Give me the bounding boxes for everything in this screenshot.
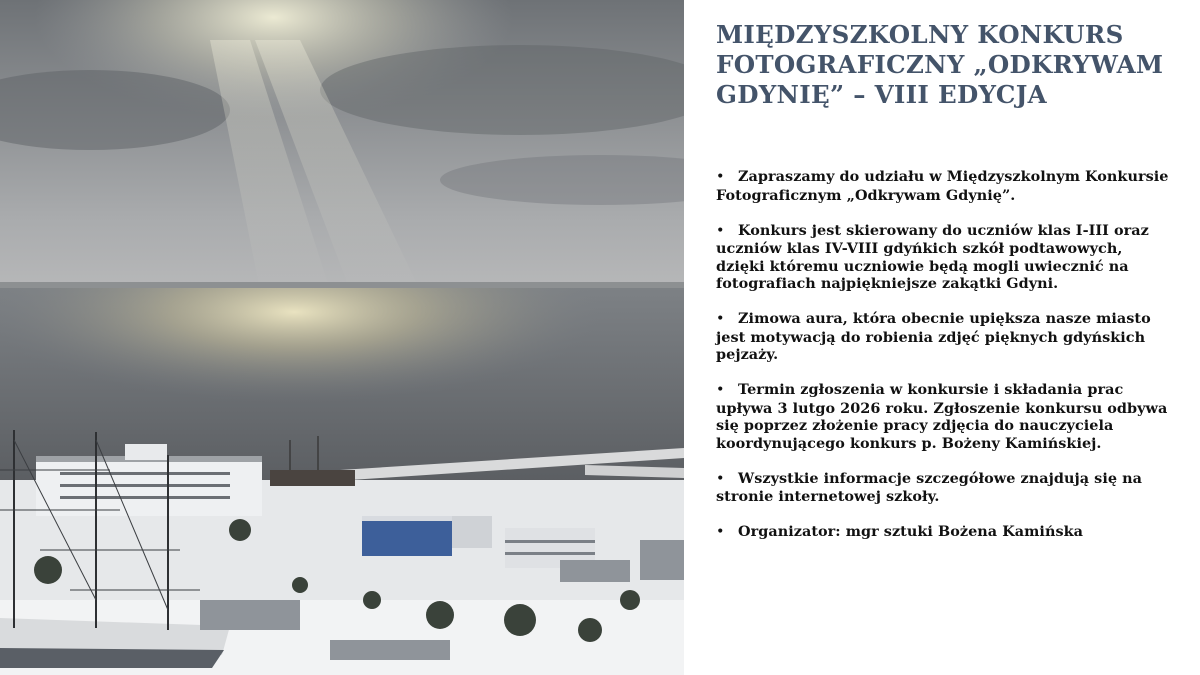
bullet-text: Zapraszamy do udziału w Międzyszkolnym Konkursie Fotograficznym „Odkrywam Gdynię”. [716,168,1169,204]
text-panel [716,20,1176,559]
bullet-icon: • [716,311,725,327]
bullet-text: Konkurs jest skierowany do uczniów klas I-III oraz uczniów klas IV-VIII gdyńkich szkół podtawowych, dzięki któremu uczniowie będą mogli uwiecznić na fotografiach najpiękniejsze zakątki Gdyni. [716,221,1149,292]
bullet-text: Organizator: mgr sztuki Bożena Kamińska [738,523,1084,540]
bullet-text: Termin zgłoszenia w konkursie i składania prac upływa 3 lutgo 2026 roku. Zgłoszenie konkursu odbywa się poprzez złożenie pracy zdjęcia do nauczyciela koordynującego konkurs p. Bożeny Kamińskiej. [716,381,1168,452]
bullet-icon: • [716,470,725,487]
list-item [716,168,1176,204]
list-item [716,470,1176,506]
bullet-icon: • [716,222,725,239]
bullet-text: Wszystkie informacje szczegółowe znajdują się na stronie internetowej szkoły. [716,469,1143,505]
bullet-list [716,168,1176,542]
list-item [716,222,1176,293]
list-item [716,310,1176,364]
bullet-text: Zimowa aura, która obecnie upiększa nasze miasto jest motywacją do robienia zdjęć pięknych gdyńskich pejzaży. [716,310,1151,363]
bullet-icon: • [716,169,725,185]
bullet-icon: • [716,382,725,398]
bullet-icon: • [716,524,725,540]
list-item [716,381,1176,452]
slide-title: MIĘDZYSZKOLNY KONKURS FOTOGRAFICZNY „ODKRYWAM GDYNIĘ” – VIII EDYCJA [716,20,1164,109]
list-item [716,523,1176,542]
